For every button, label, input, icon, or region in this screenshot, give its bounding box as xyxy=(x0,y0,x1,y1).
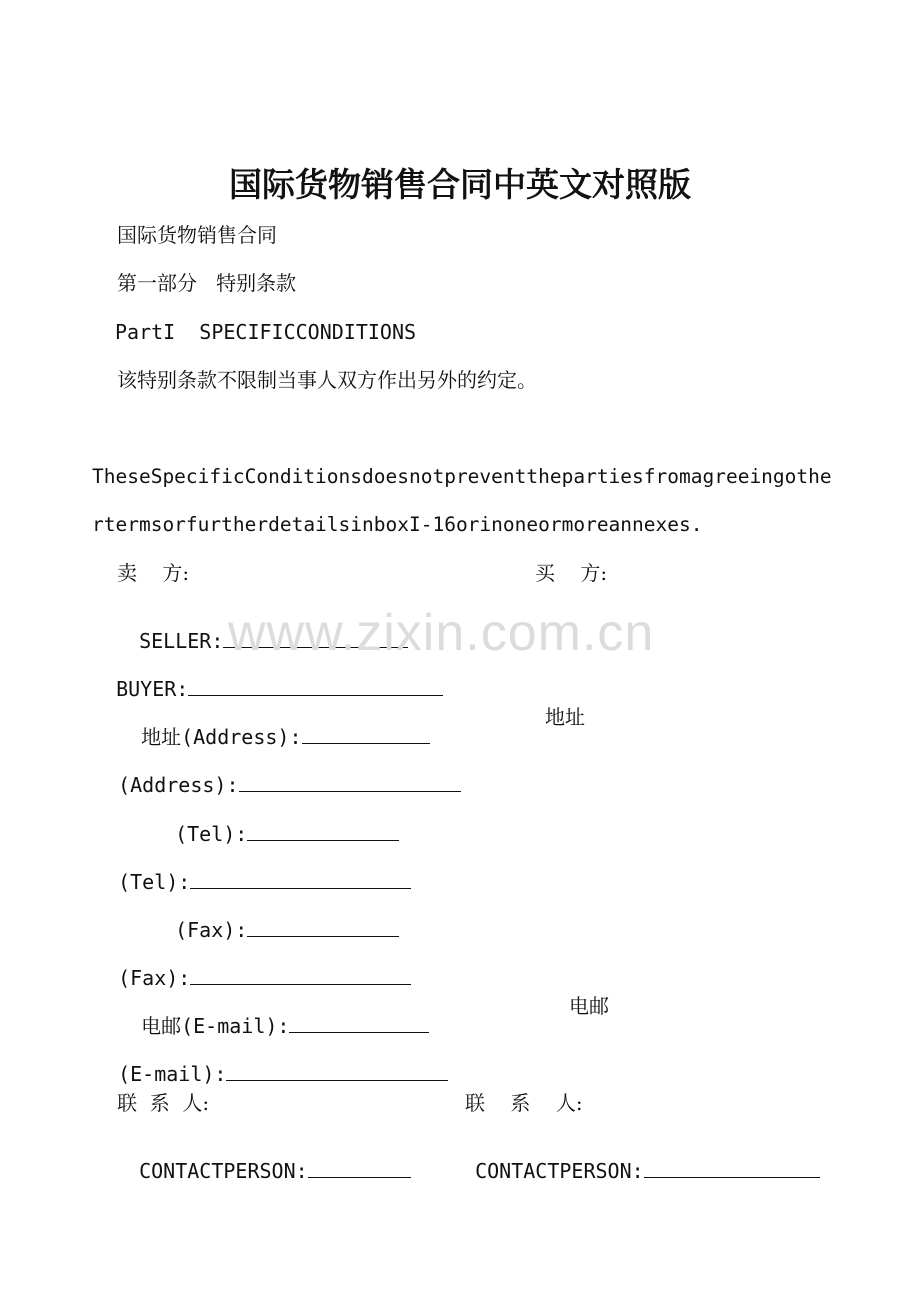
buyer-label-en: BUYER: xyxy=(116,677,189,701)
buyer-address-field xyxy=(94,755,461,795)
buyer-label-cn: 买 方: xyxy=(535,561,608,585)
buyer-blank[interactable] xyxy=(188,694,443,696)
buyer-contact-blank[interactable] xyxy=(644,1176,820,1178)
buyer-email-field xyxy=(94,1044,448,1084)
seller-contact-label: CONTACTPERSON: xyxy=(139,1159,308,1183)
seller-fax-blank[interactable] xyxy=(247,935,399,937)
buyer-address-label-cn: 地址 xyxy=(545,705,585,729)
specific-conditions-note-en-line1: TheseSpecificConditionsdoesnotpreventthepartiesfromagreeingothe xyxy=(92,465,832,488)
seller-fax-field xyxy=(151,900,399,940)
specific-conditions-note: 该特别条款不限制当事人双方作出另外的约定。 xyxy=(117,368,537,392)
buyer-fax-blank[interactable] xyxy=(190,983,411,985)
buyer-tel-label: (Tel): xyxy=(118,870,191,894)
buyer-contact-field xyxy=(451,1141,820,1181)
buyer-fax-label: (Fax): xyxy=(118,966,191,990)
buyer-email-blank[interactable] xyxy=(226,1079,448,1081)
buyer-fax-field xyxy=(94,948,411,988)
specific-conditions-note-en-line2: rtermsorfurtherdetailsinboxI-16orinoneormoreannexes. xyxy=(92,513,703,536)
seller-fax-label: (Fax): xyxy=(175,918,248,942)
seller-contact-label-cn: 联 系 人: xyxy=(117,1091,210,1115)
buyer-address-label: (Address): xyxy=(118,773,239,797)
buyer-field xyxy=(92,659,443,699)
seller-contact-blank[interactable] xyxy=(308,1176,411,1178)
buyer-tel-field xyxy=(94,852,411,892)
contract-name: 国际货物销售合同 xyxy=(117,223,277,247)
seller-tel-blank[interactable] xyxy=(247,839,399,841)
buyer-contact-label: CONTACTPERSON: xyxy=(475,1159,644,1183)
seller-tel-field xyxy=(151,804,399,844)
seller-address-label: 地址(Address): xyxy=(141,725,302,749)
seller-contact-field xyxy=(115,1141,411,1181)
part-one-heading-en: PartI SPECIFICCONDITIONS xyxy=(115,320,417,344)
document-title: 国际货物销售合同中英文对照版 xyxy=(229,165,691,204)
part-one-heading: 第一部分 特别条款 xyxy=(117,271,297,295)
seller-label-cn: 卖 方: xyxy=(117,561,190,585)
seller-address-blank[interactable] xyxy=(302,742,430,744)
buyer-email-label: (E-mail): xyxy=(118,1062,227,1086)
seller-email-label: 电邮(E-mail): xyxy=(141,1014,290,1038)
seller-email-blank[interactable] xyxy=(289,1031,429,1033)
buyer-email-label-cn: 电邮 xyxy=(569,994,609,1018)
seller-address-field xyxy=(117,707,430,747)
buyer-tel-blank[interactable] xyxy=(190,887,411,889)
seller-tel-label: (Tel): xyxy=(175,822,248,846)
seller-email-field xyxy=(117,996,429,1036)
seller-label-en: SELLER: xyxy=(139,629,224,653)
buyer-contact-label-cn: 联 系 人: xyxy=(465,1091,583,1115)
watermark: www.zixin.com.cn xyxy=(228,604,655,662)
buyer-address-blank[interactable] xyxy=(239,790,461,792)
